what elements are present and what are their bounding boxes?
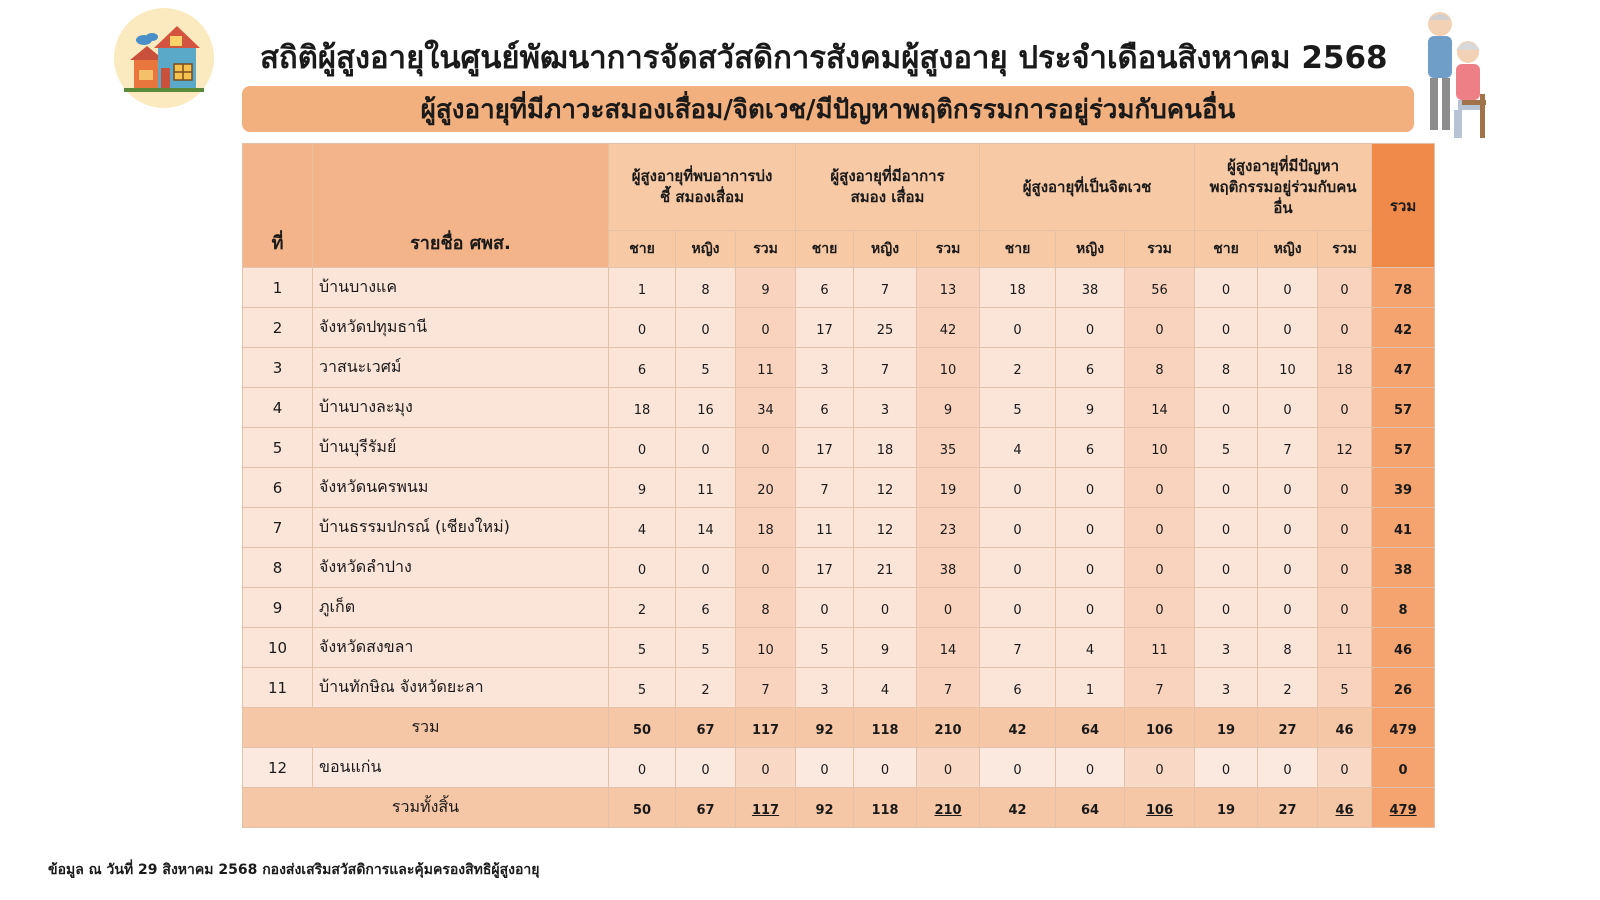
value-cell: 0 [1056, 308, 1125, 348]
sub-header: หญิง [676, 231, 736, 268]
value-cell: 2 [676, 668, 736, 708]
value-cell: 35 [917, 428, 980, 468]
row-total-cell: 8 [1372, 588, 1435, 628]
value-cell: 1 [609, 268, 676, 308]
value-cell: 4 [609, 508, 676, 548]
value-cell: 9 [854, 628, 917, 668]
value-cell: 18 [609, 388, 676, 428]
page-subtitle: ผู้สูงอายุที่มีภาวะสมองเสื่อม/จิตเวช/มีปัญหาพฤติกรรมการอยู่ร่วมกับคนอื่น [420, 94, 1236, 125]
value-cell: 11 [736, 348, 796, 388]
value-cell: 0 [854, 588, 917, 628]
row-number: 2 [243, 308, 313, 348]
row-number: 9 [243, 588, 313, 628]
value-cell: 18 [736, 508, 796, 548]
row-total-cell: 47 [1372, 348, 1435, 388]
value-cell: 5 [1318, 668, 1372, 708]
value-cell: 0 [1258, 548, 1318, 588]
value-cell: 117 [736, 788, 796, 828]
value-cell: 5 [609, 628, 676, 668]
value-cell: 27 [1258, 788, 1318, 828]
value-cell: 0 [1318, 388, 1372, 428]
value-cell: 5 [1195, 428, 1258, 468]
value-cell: 19 [1195, 708, 1258, 748]
value-cell: 0 [980, 548, 1056, 588]
value-cell: 14 [917, 628, 980, 668]
group-header-dementia: ผู้สูงอายุที่มีอาการสมอง เสื่อม [796, 144, 980, 231]
row-total-cell: 479 [1372, 788, 1435, 828]
row-total-cell: 0 [1372, 748, 1435, 788]
center-name: บ้านธรรมปกรณ์ (เชียงใหม่) [313, 508, 609, 548]
sub-header: รวม [1318, 231, 1372, 268]
value-cell: 21 [854, 548, 917, 588]
table-row [243, 428, 1435, 468]
value-cell: 5 [609, 668, 676, 708]
statistics-table [242, 143, 1435, 828]
center-name: ภูเก็ต [313, 588, 609, 628]
value-cell: 10 [1125, 428, 1195, 468]
value-cell: 0 [1125, 508, 1195, 548]
value-cell: 7 [1258, 428, 1318, 468]
value-cell: 12 [854, 468, 917, 508]
value-cell: 0 [980, 748, 1056, 788]
value-cell: 106 [1125, 788, 1195, 828]
value-cell: 46 [1318, 708, 1372, 748]
value-cell: 0 [609, 428, 676, 468]
row-number: 3 [243, 348, 313, 388]
value-cell: 0 [609, 548, 676, 588]
sub-header: หญิง [1258, 231, 1318, 268]
value-cell: 0 [676, 308, 736, 348]
center-name: จังหวัดสงขลา [313, 628, 609, 668]
value-cell: 17 [796, 428, 854, 468]
value-cell: 0 [1318, 308, 1372, 348]
subtitle-banner [242, 86, 1414, 132]
value-cell: 0 [1258, 588, 1318, 628]
value-cell: 0 [1125, 308, 1195, 348]
value-cell: 12 [1318, 428, 1372, 468]
value-cell: 7 [854, 268, 917, 308]
center-name: วาสนะเวศม์ [313, 348, 609, 388]
value-cell: 0 [980, 308, 1056, 348]
footer-note: ข้อมูล ณ วันที่ 29 สิงหาคม 2568 กองส่งเสริมสวัสดิการและคุ้มครองสิทธิผู้สูงอายุ [48, 862, 540, 878]
value-cell: 23 [917, 508, 980, 548]
value-cell: 0 [1258, 388, 1318, 428]
center-name: จังหวัดลำปาง [313, 548, 609, 588]
value-cell: 3 [796, 668, 854, 708]
value-cell: 0 [1318, 268, 1372, 308]
value-cell: 0 [676, 748, 736, 788]
value-cell: 6 [609, 348, 676, 388]
value-cell: 92 [796, 708, 854, 748]
value-cell: 0 [1195, 468, 1258, 508]
value-cell: 7 [1125, 668, 1195, 708]
value-cell: 0 [1258, 508, 1318, 548]
sub-header: ชาย [796, 231, 854, 268]
sub-header: รวม [1125, 231, 1195, 268]
value-cell: 6 [796, 268, 854, 308]
value-cell: 12 [854, 508, 917, 548]
value-cell: 0 [1056, 468, 1125, 508]
value-cell: 11 [796, 508, 854, 548]
value-cell: 5 [796, 628, 854, 668]
value-cell: 0 [980, 588, 1056, 628]
value-cell: 67 [676, 708, 736, 748]
value-cell: 0 [1125, 588, 1195, 628]
value-cell: 6 [796, 388, 854, 428]
value-cell: 8 [676, 268, 736, 308]
center-name: บ้านบางละมุง [313, 388, 609, 428]
row-total-cell: 479 [1372, 708, 1435, 748]
group-header-psychiatric: ผู้สูงอายุที่เป็นจิตเวช [980, 144, 1195, 231]
value-cell: 210 [917, 708, 980, 748]
value-cell: 42 [917, 308, 980, 348]
value-cell: 2 [980, 348, 1056, 388]
value-cell: 9 [917, 388, 980, 428]
row-number: 1 [243, 268, 313, 308]
value-cell: 17 [796, 308, 854, 348]
value-cell: 0 [1318, 748, 1372, 788]
value-cell: 0 [796, 588, 854, 628]
value-cell: 14 [1125, 388, 1195, 428]
value-cell: 27 [1258, 708, 1318, 748]
sub-header: รวม [736, 231, 796, 268]
value-cell: 64 [1056, 788, 1125, 828]
row-total-cell: 41 [1372, 508, 1435, 548]
value-cell: 19 [917, 468, 980, 508]
value-cell: 25 [854, 308, 917, 348]
table-row [243, 388, 1435, 428]
value-cell: 0 [1195, 308, 1258, 348]
row-number: 8 [243, 548, 313, 588]
value-cell: 5 [676, 628, 736, 668]
table-row [243, 508, 1435, 548]
value-cell: 0 [676, 548, 736, 588]
value-cell: 18 [1318, 348, 1372, 388]
table-row [243, 308, 1435, 348]
table-row [243, 348, 1435, 388]
value-cell: 0 [1195, 508, 1258, 548]
row-number: 6 [243, 468, 313, 508]
value-cell: 3 [1195, 668, 1258, 708]
value-cell: 0 [980, 508, 1056, 548]
sub-header: หญิง [854, 231, 917, 268]
value-cell: 14 [676, 508, 736, 548]
value-cell: 0 [1125, 468, 1195, 508]
value-cell: 0 [676, 428, 736, 468]
value-cell: 0 [1125, 748, 1195, 788]
value-cell: 0 [917, 588, 980, 628]
value-cell: 18 [980, 268, 1056, 308]
value-cell: 10 [1258, 348, 1318, 388]
value-cell: 8 [1258, 628, 1318, 668]
value-cell: 0 [1318, 468, 1372, 508]
value-cell: 92 [796, 788, 854, 828]
value-cell: 64 [1056, 708, 1125, 748]
value-cell: 8 [736, 588, 796, 628]
value-cell: 3 [796, 348, 854, 388]
value-cell: 0 [736, 548, 796, 588]
table-row [243, 468, 1435, 508]
row-total-cell: 78 [1372, 268, 1435, 308]
center-name: บ้านบุรีรัมย์ [313, 428, 609, 468]
sum-row [243, 708, 1435, 748]
value-cell: 50 [609, 788, 676, 828]
value-cell: 0 [1056, 588, 1125, 628]
value-cell: 0 [980, 468, 1056, 508]
row-total-cell: 42 [1372, 308, 1435, 348]
grand-total-row [243, 788, 1435, 828]
value-cell: 106 [1125, 708, 1195, 748]
value-cell: 0 [1258, 748, 1318, 788]
value-cell: 0 [609, 308, 676, 348]
group-header-behavior: ผู้สูงอายุที่มีปัญหา พฤติกรรมอยู่ร่วมกับคน อื่น [1195, 144, 1372, 231]
value-cell: 0 [1125, 548, 1195, 588]
value-cell: 0 [1195, 548, 1258, 588]
value-cell: 6 [1056, 348, 1125, 388]
row-total-cell: 26 [1372, 668, 1435, 708]
row-number: 5 [243, 428, 313, 468]
value-cell: 0 [1195, 268, 1258, 308]
value-cell: 6 [1056, 428, 1125, 468]
value-cell: 7 [736, 668, 796, 708]
value-cell: 0 [736, 308, 796, 348]
value-cell: 7 [854, 348, 917, 388]
value-cell: 0 [1195, 748, 1258, 788]
value-cell: 0 [1258, 268, 1318, 308]
value-cell: 3 [854, 388, 917, 428]
row-total-cell: 46 [1372, 628, 1435, 668]
center-name: จังหวัดปทุมธานี [313, 308, 609, 348]
value-cell: 50 [609, 708, 676, 748]
value-cell: 16 [676, 388, 736, 428]
value-cell: 10 [736, 628, 796, 668]
table-row [243, 548, 1435, 588]
row-total-cell: 38 [1372, 548, 1435, 588]
value-cell: 9 [736, 268, 796, 308]
page-title: สถิติผู้สูงอายุในศูนย์พัฒนาการจัดสวัสดิการสังคมผู้สูงอายุ ประจำเดือนสิงหาคม 2568 [260, 40, 1388, 76]
value-cell: 1 [1056, 668, 1125, 708]
row-total-cell: 39 [1372, 468, 1435, 508]
value-cell: 0 [609, 748, 676, 788]
value-cell: 0 [1056, 548, 1125, 588]
value-cell: 118 [854, 788, 917, 828]
value-cell: 2 [609, 588, 676, 628]
value-cell: 2 [1258, 668, 1318, 708]
value-cell: 9 [1056, 388, 1125, 428]
value-cell: 38 [1056, 268, 1125, 308]
row-total-cell: 57 [1372, 388, 1435, 428]
grand-total-row-label: รวมทั้งสิ้น [243, 788, 609, 828]
row-number: 7 [243, 508, 313, 548]
value-cell: 7 [796, 468, 854, 508]
sub-header: รวม [917, 231, 980, 268]
table-row [243, 668, 1435, 708]
value-cell: 11 [1125, 628, 1195, 668]
value-cell: 210 [917, 788, 980, 828]
value-cell: 0 [1195, 588, 1258, 628]
value-cell: 11 [1318, 628, 1372, 668]
value-cell: 7 [917, 668, 980, 708]
value-cell: 42 [980, 788, 1056, 828]
value-cell: 4 [1056, 628, 1125, 668]
value-cell: 67 [676, 788, 736, 828]
value-cell: 0 [1195, 388, 1258, 428]
value-cell: 0 [1056, 508, 1125, 548]
table-row [243, 748, 1435, 788]
value-cell: 20 [736, 468, 796, 508]
value-cell: 19 [1195, 788, 1258, 828]
value-cell: 0 [736, 748, 796, 788]
value-cell: 0 [1258, 308, 1318, 348]
value-cell: 6 [980, 668, 1056, 708]
sub-header: ชาย [1195, 231, 1258, 268]
col-total-header: รวม [1372, 144, 1435, 268]
value-cell: 4 [854, 668, 917, 708]
value-cell: 38 [917, 548, 980, 588]
value-cell: 10 [917, 348, 980, 388]
value-cell: 5 [980, 388, 1056, 428]
value-cell: 0 [917, 748, 980, 788]
group-header-dementia-signs: ผู้สูงอายุที่พบอาการบ่งชี้ สมองเสื่อม [609, 144, 796, 231]
value-cell: 0 [736, 428, 796, 468]
elderly-couple-icon [1418, 8, 1498, 144]
center-name: ขอนแก่น [313, 748, 609, 788]
row-total-cell: 57 [1372, 428, 1435, 468]
value-cell: 0 [1258, 468, 1318, 508]
value-cell: 118 [854, 708, 917, 748]
row-number: 12 [243, 748, 313, 788]
value-cell: 13 [917, 268, 980, 308]
col-name-header: รายชื่อ ศพส. [313, 144, 609, 268]
col-no-header: ที่ [243, 144, 313, 268]
value-cell: 17 [796, 548, 854, 588]
sub-header: ชาย [609, 231, 676, 268]
value-cell: 56 [1125, 268, 1195, 308]
value-cell: 0 [1318, 588, 1372, 628]
value-cell: 4 [980, 428, 1056, 468]
value-cell: 9 [609, 468, 676, 508]
sub-header: ชาย [980, 231, 1056, 268]
value-cell: 0 [1318, 548, 1372, 588]
value-cell: 8 [1195, 348, 1258, 388]
sub-header: หญิง [1056, 231, 1125, 268]
value-cell: 34 [736, 388, 796, 428]
value-cell: 42 [980, 708, 1056, 748]
table-row [243, 588, 1435, 628]
value-cell: 0 [1056, 748, 1125, 788]
value-cell: 11 [676, 468, 736, 508]
value-cell: 0 [1318, 508, 1372, 548]
value-cell: 0 [854, 748, 917, 788]
center-name: จังหวัดนครพนม [313, 468, 609, 508]
house-icon [114, 8, 214, 108]
value-cell: 3 [1195, 628, 1258, 668]
center-name: บ้านทักษิณ จังหวัดยะลา [313, 668, 609, 708]
row-number: 4 [243, 388, 313, 428]
table-row [243, 268, 1435, 308]
row-number: 10 [243, 628, 313, 668]
value-cell: 8 [1125, 348, 1195, 388]
sum-row-label: รวม [243, 708, 609, 748]
value-cell: 6 [676, 588, 736, 628]
center-name: บ้านบางแค [313, 268, 609, 308]
value-cell: 46 [1318, 788, 1372, 828]
row-number: 11 [243, 668, 313, 708]
value-cell: 7 [980, 628, 1056, 668]
value-cell: 18 [854, 428, 917, 468]
value-cell: 117 [736, 708, 796, 748]
value-cell: 5 [676, 348, 736, 388]
value-cell: 0 [796, 748, 854, 788]
table-row [243, 628, 1435, 668]
